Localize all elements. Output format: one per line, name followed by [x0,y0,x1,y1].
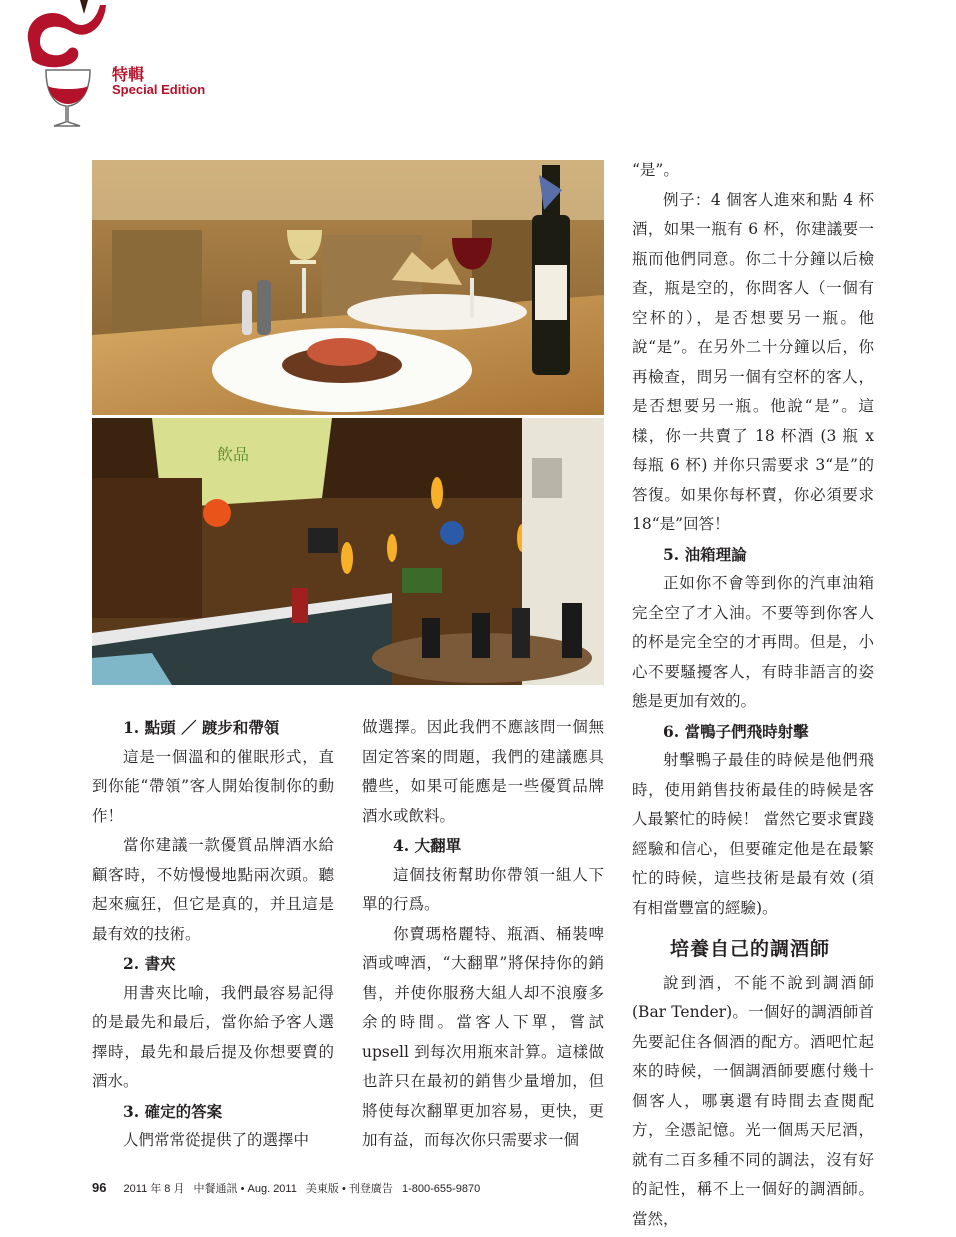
paragraph: 人們常常從提供了的選擇中 [123,1131,310,1149]
section-title: 特輯 [112,65,145,84]
paragraph: 這個技術幫助你帶領一組人下單的行爲。 [362,865,604,913]
tip-heading-3: 3. 確定的答案 [123,1101,223,1121]
footer-date: 2011 年 8 月 [123,1183,185,1195]
tip-heading-1: 1. 點頭 ／ 踱步和帶領 [123,718,280,737]
page-number: 96 [92,1180,107,1195]
restaurant-sign-text: 飲品 [217,445,250,464]
footer-phone: 1-800-655-9870 [401,1183,481,1195]
restaurant-dining-photo [92,160,604,415]
tip-heading-5: 5. 油箱理論 [663,544,747,564]
restaurant-bar-photo [92,418,604,685]
wine-dinner-photo [92,160,604,415]
paragraph: “是”。 [632,161,679,179]
footer-edition: 美東版 • 刊登廣告 [305,1183,393,1195]
section-header [20,0,220,140]
paragraph: 用書夾比喻，我們最容易記得的是最先和最后，當你給予客人選擇時，最先和最后提及你想要賣的酒水。 [92,983,334,1090]
paragraph: 這是一個溫和的催眠形式，直到你能“帶領”客人開始復制你的動作！ [92,747,334,825]
tip-heading-6: 6. 當鴨子們飛時射擊 [663,721,809,741]
paragraph: 說到酒，不能不說到調酒師 (Bar Tender)。一個好的調酒師首先要記住各個酒的配方。酒吧忙起來的時候，一個調酒師要應付幾十個客人，哪裏還有時間去查閱配方，全憑記憶。光一個馬天尼酒，就有二百多種不同的調法，沒有好的記性，稱不上一個好的調酒師。當然， [632,973,874,1228]
paragraph: 射擊鴨子最佳的時候是他們飛時，使用銷售技術最佳的時候是客人最繁忙的時候！ 當然它要求實踐經驗和信心，但要確定他是在最繁忙的時候，這些技術是最有效 (須有相當豐富的經驗)。 [632,751,874,917]
section-subtitle: Special Edition [112,82,206,97]
article-column-left [92,713,334,1156]
page-footer [92,1180,486,1196]
paragraph: 你賣瑪格麗特、瓶酒、桶裝啤酒或啤酒，“大翻單”將保持你的銷售，并使你服務大組人却不浪廢多余的時間。當客人下單，嘗試 upsell 到每次用瓶來計算。這樣做也許只在最初的銷售少量增加，但將使每次翻單更加容易，更快，更加有益，而每次你只需要求一個 [362,924,604,1149]
tip-heading-2: 2. 書夾 [123,954,176,973]
section-heading: 培養自己的調酒師 [670,938,831,960]
tip-heading-4: 4. 大翻單 [393,836,462,855]
footer-publication: 中餐通訊 • Aug. 2011 [193,1183,297,1195]
paragraph: 當你建議一款優質品牌酒水給顧客時，不妨慢慢地點兩次頭。聽起來瘋狂，但它是真的，并且這是最有效的技術。 [92,836,334,943]
article-column-right [632,156,874,1234]
paragraph: 例子：4 個客人進來和點 4 杯酒，如果一瓶有 6 杯，你建議要一瓶而他們同意。你二十分鐘以后檢查，瓶是空的，你問客人（一個有空杯的），是否想要另一瓶。他說“是”。在另外二十分鐘以后，你再檢查，問另一個有空杯的客人，是否想要另一瓶。他說“是”。這樣，你一共賣了 18 杯酒 (3 瓶 x 每瓶 6 杯) 并你只需要求 3“是”的答復。如果你每杯賣，你必須要求 18“是”回答！ [632,190,874,533]
restaurant-interior-photo [92,418,604,685]
paragraph: 正如你不會等到你的汽車油箱完全空了才入油。不要等到你客人的杯是完全空的才再問。但是，小心不要騷擾客人，有時非語言的姿態是更加有效的。 [632,574,874,710]
wine-glass-splash-icon [20,0,110,135]
article-column-middle [362,713,604,1156]
paragraph: 做選擇。因此我們不應該問一個無固定答案的問題，我們的建議應具體些，如果可能應是一些優質品牌酒水或飲料。 [362,718,604,825]
